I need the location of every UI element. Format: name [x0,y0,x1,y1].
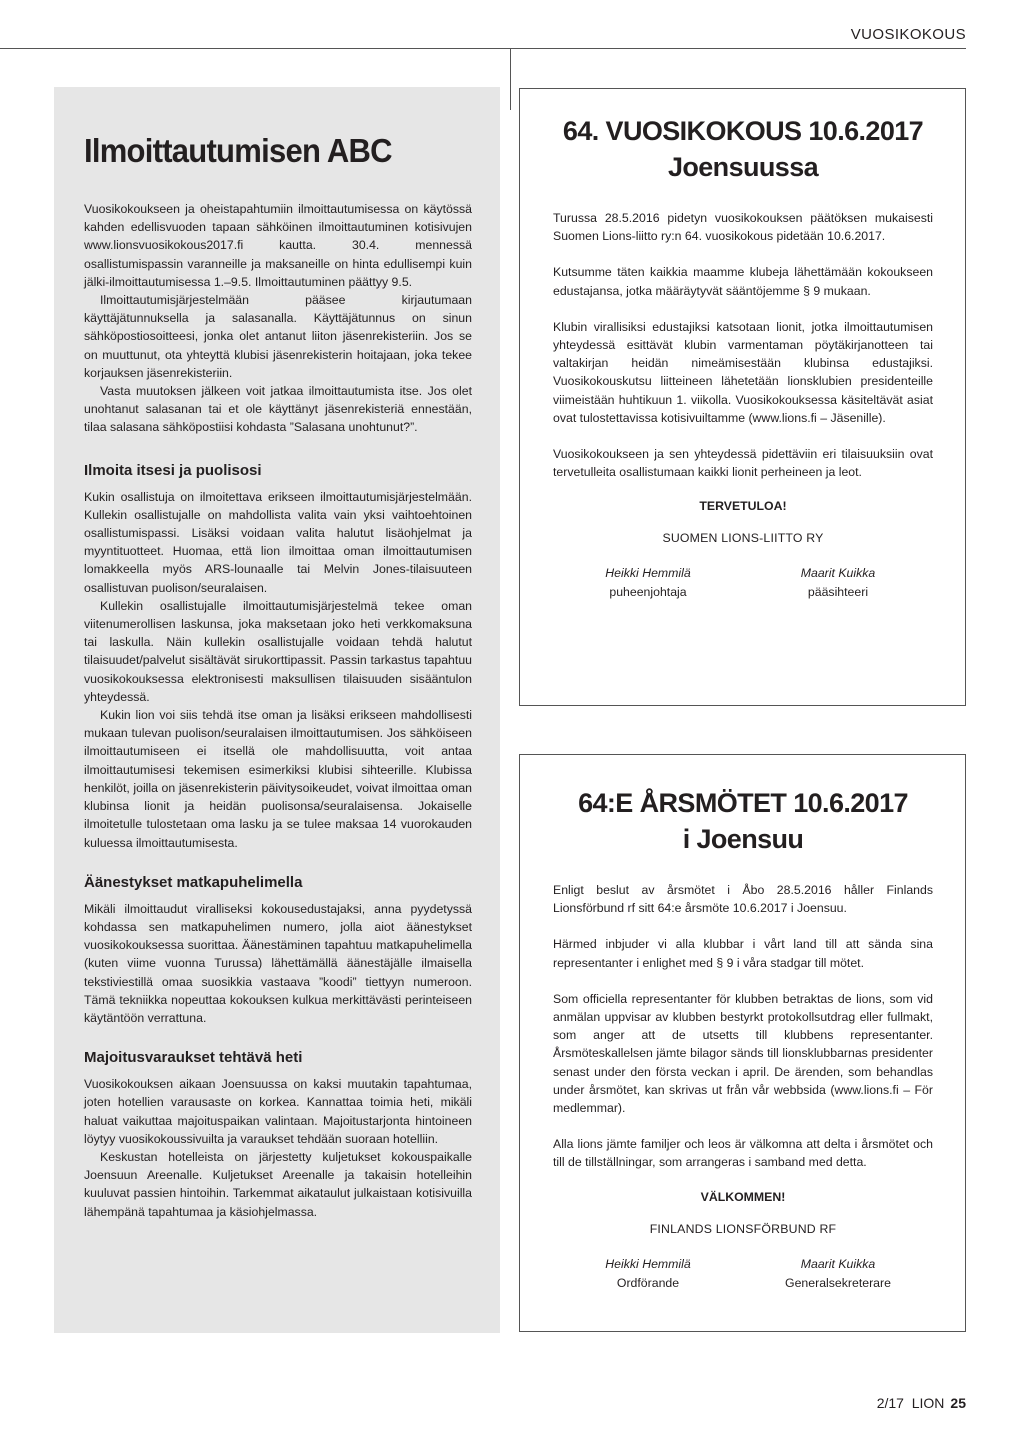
notice-paragraph: Enligt beslut av årsmötet i Åbo 28.5.2016 håller Finlands Lionsförbund rf sitt 64:e årsmöte 10.6.2017 i Joensuu. [553,883,933,916]
meeting-notice-sv [519,754,966,1332]
signature-block [553,1255,933,1293]
notice-organization: FINLANDS LIONSFÖRBUND RF [649,1221,837,1236]
issue-label: 2/17 LION [876,1395,945,1411]
signature [573,1255,723,1293]
page-number: 25 [950,1395,966,1411]
signatory-role: puheenjohtaja [609,585,687,600]
page-footer [877,1395,966,1411]
notice-paragraph: Härmed inbjuder vi alla klubbar i vårt land till att sända sina representanter i enlighet med § 9 i våra stadgar till mötet. [553,937,933,970]
section-heading: Ilmoita itsesi ja puolisosi [84,461,262,479]
signatory-name: Maarit Kuikka [800,1256,876,1271]
notice-title-line: i Joensuu [682,824,804,854]
section-paragraph: Keskustan hotelleista on järjestetty kuljetukset kokouspaikalle Joensuun Areenalle. Kuljetukset Areenalle ja takaisin hotelleihin kuuluvat passien hintoihin. Tarkemmat aikataulut julkaistaan kotisivuilla lähempänä tapahtumaa ja käsiohjelmassa. [84,1149,472,1219]
signature [573,564,723,602]
notice-paragraph: Som officiella representanter för klubben betraktas de lions, som vid anmälan uppvisar av klubben bestyrkt protokollsutdrag eller fullmakt, som anger att de utsetts till klubbens representanter. Årsmöteskallelsen jämte bilagor sänds till lionsklubbarnas presidenter senast under den första veckan i april. De ärenden, som behandlas under årsmötet, kan skrivas ut från vår webbsida (www.lions.fi – För medlemmar). [553,991,933,1116]
signatory-name: Maarit Kuikka [800,566,876,581]
article-title: Ilmoittautumisen ABC [84,132,392,169]
signatory-name: Heikki Hemmilä [605,1256,691,1271]
signatory-name: Heikki Hemmilä [605,566,691,581]
notice-greeting: VÄLKOMMEN! [700,1189,786,1204]
section-paragraph: Kullekin osallistujalle ilmoittautumisjärjestelmä tekee oman viitenumerollisen laskunsa, joka maksetaan joko heti verkkomaksuna tai laskulla. Näin kullekin osallistujalle voidaan tehdä halutut tilaisuudet/palvelut sisältävät sirukorttipassit. Passin tarkastus tapahtuu vuosikokouksessa elektronisesti maksullisen tilaisuuden sisääntulon yhteydessä. [84,598,472,704]
notice-paragraph: Alla lions jämte familjer och leos är välkomna att delta i årsmötet och till de tillställningar, som arrangeras i samband med detta. [553,1137,933,1170]
meeting-notice-fi [519,88,966,706]
intro-paragraph: Vasta muutoksen jälkeen voit jatkaa ilmoittautumista itse. Jos olet unohtanut salasanan tai et ole käyttänyt jäsenrekisteriä ennestään, tilaa salasana sähköpostiisi kohdasta ”Salasana unohtunut?”. [84,384,472,435]
notice-title [553,113,933,185]
notice-paragraph: Turussa 28.5.2016 pidetyn vuosikokouksen päätöksen mukaisesti Suomen Lions-liitto ry:n 64. vuosikokous pidetään 10.6.2017. [553,211,933,244]
signatory-role: pääsihteeri [807,585,869,600]
notice-paragraph: Vuosikokoukseen ja sen yhteydessä pidettäviin eri tilaisuuksiin ovat tervetulleita osallistumaan kaikki lionit perheineen ja leot. [553,447,933,480]
column-divider [510,48,511,110]
registration-article [54,87,500,1333]
notice-paragraph: Klubin virallisiksi edustajiksi katsotaan lionit, jotka ilmoittautumisen yhteydessä esittävät klubin varmentaman pöytäkirjanotteen tai valtakirjan heidän nimeämisestään klubinsa edustajiksi. Vuosikokouskutsu liitteineen lähetetään lionsklubien presidenteille viimeistään huhtikuun 1. viikolla. Vuosikokouksessa käsiteltävät asiat ovat tulostettavissa kotisivuiltamme (www.lions.fi – Jäsenille). [553,319,933,425]
intro-paragraph: Ilmoittautumisjärjestelmään pääsee kirjautumaan käyttäjätunnuksella ja salasanalla. Käyttäjätunnus on sinun sähköpostiosoitteesi, jonka olet antanut liiton jäsenrekisteriin. Jos se on muuttunut, ota yhteyttä klubisi jäsenrekisterin hoitajaan, joka tekee korjauksen jäsenrekisteriin. [84,293,472,380]
signature [763,564,913,602]
signatory-role: Generalsekreterare [785,1275,891,1290]
section-heading: Majoitusvaraukset tehtävä heti [84,1049,303,1067]
header-rule [0,48,966,49]
section-heading: Äänestykset matkapuhelimella [84,873,303,891]
signatory-role: Ordförande [616,1275,680,1290]
section-paragraph: Kukin lion voi siis tehdä itse oman ja lisäksi erikseen mahdollisesti mukaan tulevan puolison/seuralaisen ilmoittautumisen. Jos sähköiseen ilmoittautumiseen ei itsellä ole mahdollisuutta, voit antaa ilmoittautumisesi tekemisen esimerkiksi klubisi sihteerille. Klubissa henkilöt, joilla on jäsenrekisterin päivitysoikeudet, voivat ilmoittaa oman klubinsa lionit ja heidän puolisonsa/seuralaisensa. Jokaiselle ilmoitetulle tulostetaan oma lasku ja se tulee maksaa 14 vuorokauden kuluessa ilmoittautumisesta. [84,708,472,850]
notice-title-line: 64:E ÅRSMÖTET 10.6.2017 [578,788,908,818]
section-label: VUOSIKOKOUS [850,26,966,43]
notice-organization: SUOMEN LIONS-LIITTO RY [662,531,824,546]
section-paragraph: Vuosikokouksen aikaan Joensuussa on kaksi muutakin tapahtumaa, joten hotellien varausaste on korkea. Kannattaa toimia heti, mikäli haluat vaikuttaa majoituspaikan valintaan. Majoitustarjonta hintoineen löytyy vuosikokoussivuilta ja varaukset tehdään suoraan hotelliin. [84,1077,472,1146]
section-paragraph: Mikäli ilmoittaudut viralliseksi kokousedustajaksi, anna pyydetyssä kohdassa sen matkapuhelimen numero, jolla aiot äänestykset vuosikokouksessa suorittaa. Äänestäminen tapahtuu matkapuhelimella (kuten viime vuonna Turussa) lähettämällä äänestäjälle ilmaisella tekstiviestillä omaa suosikkia vastaava ”koodi” tiettyyn numeroon. Tämä tekniikka nopeuttaa kokouksen kulkua merkittävästi perinteiseen käytäntöön verrattuna. [84,901,472,1025]
notice-title-line: Joensuussa [667,152,819,182]
section-paragraph: Kukin osallistuja on ilmoitettava erikseen ilmoittautumisjärjestelmään. Kullekin osallistujalle on mahdollista valita vain yksi vaihtoehtoinen osallistumispassi. Lisäksi voidaan valita halutut lisäohjelmat ja myyntituotteet. Huomaa, että lion ilmoittaa oman ilmoittautumisen lomakkeella myös ARS-lounaalle tai Melvin Jones-tilaisuuteen osallistuvan puolison/seuralaisen. [84,489,472,595]
notice-greeting: TERVETULOA! [699,499,787,514]
intro-paragraph: Vuosikokoukseen ja oheistapahtumiin ilmoittautumisessa on käytössä kahden edellisvuoden tapaan sähköinen ilmoittautuminen kotisivujen www.lionsvuosikokous2017.fi kautta. 30.4. mennessä osallistumispassin varanneille ja maksaneille on hinta edullisempi kuin jälki-ilmoittautumisessa 1.–9.5. Ilmoittautuminen päättyy 9.5. [84,202,472,289]
notice-title-line: 64. VUOSIKOKOUS 10.6.2017 [562,116,924,146]
notice-title [553,785,933,857]
signature [763,1255,913,1293]
signature-block [553,564,933,602]
notice-paragraph: Kutsumme täten kaikkia maamme klubeja lähettämään kokoukseen edustajansa, jotka määräytyvät sääntöjemme § 9 mukaan. [553,265,933,298]
